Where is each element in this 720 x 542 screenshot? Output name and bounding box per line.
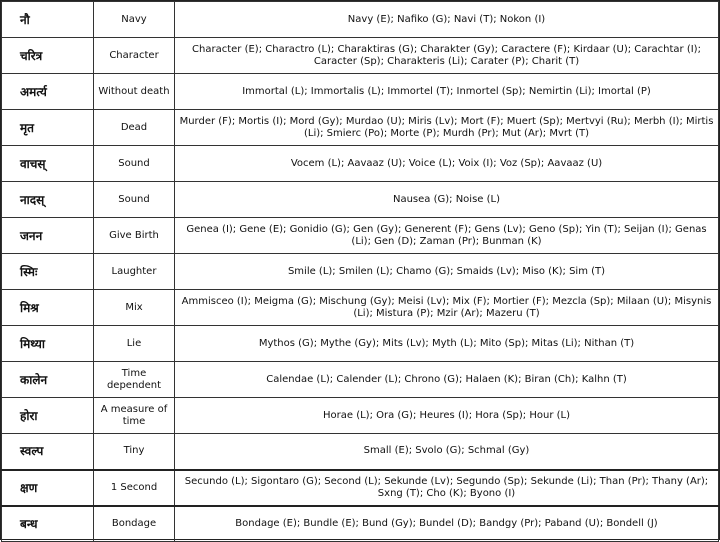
english-meaning: Sound (94, 146, 175, 182)
english-meaning: Tiny (94, 434, 175, 470)
cognate-list: Ammisceo (I); Meigma (G); Mischung (Gy); Meisi (Lv); Mix (F); Mortier (F); Mezcla (Sp); Milaan (U); Misynis (Li); Mistura (P); Mzir (Ar); Mazeru (T) (175, 290, 719, 326)
cognate-list: Horae (L); Ora (G); Heures (I); Hora (Sp); Hour (L) (175, 398, 719, 434)
cognate-list: Bondage (E); Bundle (E); Bund (Gy); Bundel (D); Bandgy (Pr); Paband (U); Bondell (J) (175, 506, 719, 542)
cognate-list: Smile (L); Smilen (L); Chamo (G); Smaids (Lv); Miso (K); Sim (T) (175, 254, 719, 290)
sanskrit-word: चरित्र (2, 38, 94, 74)
english-meaning: Bondage (94, 506, 175, 542)
table-row (2, 38, 719, 74)
sanskrit-word: क्षण (2, 470, 94, 506)
table-row (2, 434, 719, 470)
sanskrit-word: मृत (2, 110, 94, 146)
cognate-list: Genea (I); Gene (E); Gonidio (G); Gen (Gy); Generent (F); Gens (Lv); Geno (Sp); Yin (T); Seijan (I); Genas (Li); Gen (D); Zaman (Pr); Bunman (K) (175, 218, 719, 254)
sanskrit-word: बन्ध (2, 506, 94, 542)
sanskrit-word: होरा (2, 398, 94, 434)
sanskrit-word: वाचस् (2, 146, 94, 182)
table-row (2, 146, 719, 182)
cognate-list: Immortal (L); Immortalis (L); Immortel (T); Inmortel (Sp); Nemirtin (Li); Imortal (P) (175, 74, 719, 110)
sanskrit-word: स्वल्प (2, 434, 94, 470)
english-meaning: Character (94, 38, 175, 74)
english-meaning: Mix (94, 290, 175, 326)
english-meaning: Dead (94, 110, 175, 146)
table-row (2, 506, 719, 542)
cognate-list: Secundo (L); Sigontaro (G); Second (L); Sekunde (Lv); Segundo (Sp); Sekunde (Li); Than (Pr); Thany (Ar); Sxng (T); Cho (K); Byono (I) (175, 470, 719, 506)
english-meaning: Give Birth (94, 218, 175, 254)
table-row (2, 470, 719, 506)
table-row (2, 254, 719, 290)
english-meaning: Laughter (94, 254, 175, 290)
table-row (2, 110, 719, 146)
cognate-list: Murder (F); Mortis (I); Mord (Gy); Murdao (U); Miris (Lv); Mort (F); Muert (Sp); Mertvyi (Ru); Merbh (I); Mirtis (Li); Smierc (Po); Morte (P); Murdh (Pr); Mut (Ar); Mvrt (T) (175, 110, 719, 146)
cognate-list: Nausea (G); Noise (L) (175, 182, 719, 218)
english-meaning: A measure of time (94, 398, 175, 434)
sanskrit-cognate-table (1, 1, 719, 542)
english-meaning: Navy (94, 2, 175, 38)
cognate-list: Navy (E); Nafiko (G); Navi (T); Nokon (I) (175, 2, 719, 38)
english-meaning: Sound (94, 182, 175, 218)
table-row (2, 398, 719, 434)
table-row (2, 290, 719, 326)
sanskrit-word: नादस् (2, 182, 94, 218)
table-row (2, 362, 719, 398)
table-row (2, 218, 719, 254)
english-meaning: Lie (94, 326, 175, 362)
cognate-list: Character (E); Charactro (L); Charaktiras (G); Charakter (Gy); Caractere (F); Kirdaar (U); Carachtar (I); Caracter (Sp); Charakteris (Li); Carater (P); Charit (T) (175, 38, 719, 74)
table-row (2, 2, 719, 38)
cognate-list: Calendae (L); Calender (L); Chrono (G); Halaen (K); Biran (Ch); Kalhn (T) (175, 362, 719, 398)
english-meaning: Time dependent (94, 362, 175, 398)
table-row (2, 182, 719, 218)
sanskrit-word: कालेन (2, 362, 94, 398)
cognate-list: Vocem (L); Aavaaz (U); Voice (L); Voix (I); Voz (Sp); Aavaaz (U) (175, 146, 719, 182)
table-row (2, 74, 719, 110)
sanskrit-word: अमर्त्य (2, 74, 94, 110)
sanskrit-word: जनन (2, 218, 94, 254)
sanskrit-word: मिथ्या (2, 326, 94, 362)
table-row (2, 326, 719, 362)
sanskrit-word: मिश्र (2, 290, 94, 326)
cognate-list: Small (E); Svolo (G); Schmal (Gy) (175, 434, 719, 470)
english-meaning: 1 Second (94, 470, 175, 506)
sanskrit-word: स्मिः (2, 254, 94, 290)
english-meaning: Without death (94, 74, 175, 110)
cognate-list: Mythos (G); Mythe (Gy); Mits (Lv); Myth (L); Mito (Sp); Mitas (Li); Nithan (T) (175, 326, 719, 362)
sanskrit-word: नौ (2, 2, 94, 38)
